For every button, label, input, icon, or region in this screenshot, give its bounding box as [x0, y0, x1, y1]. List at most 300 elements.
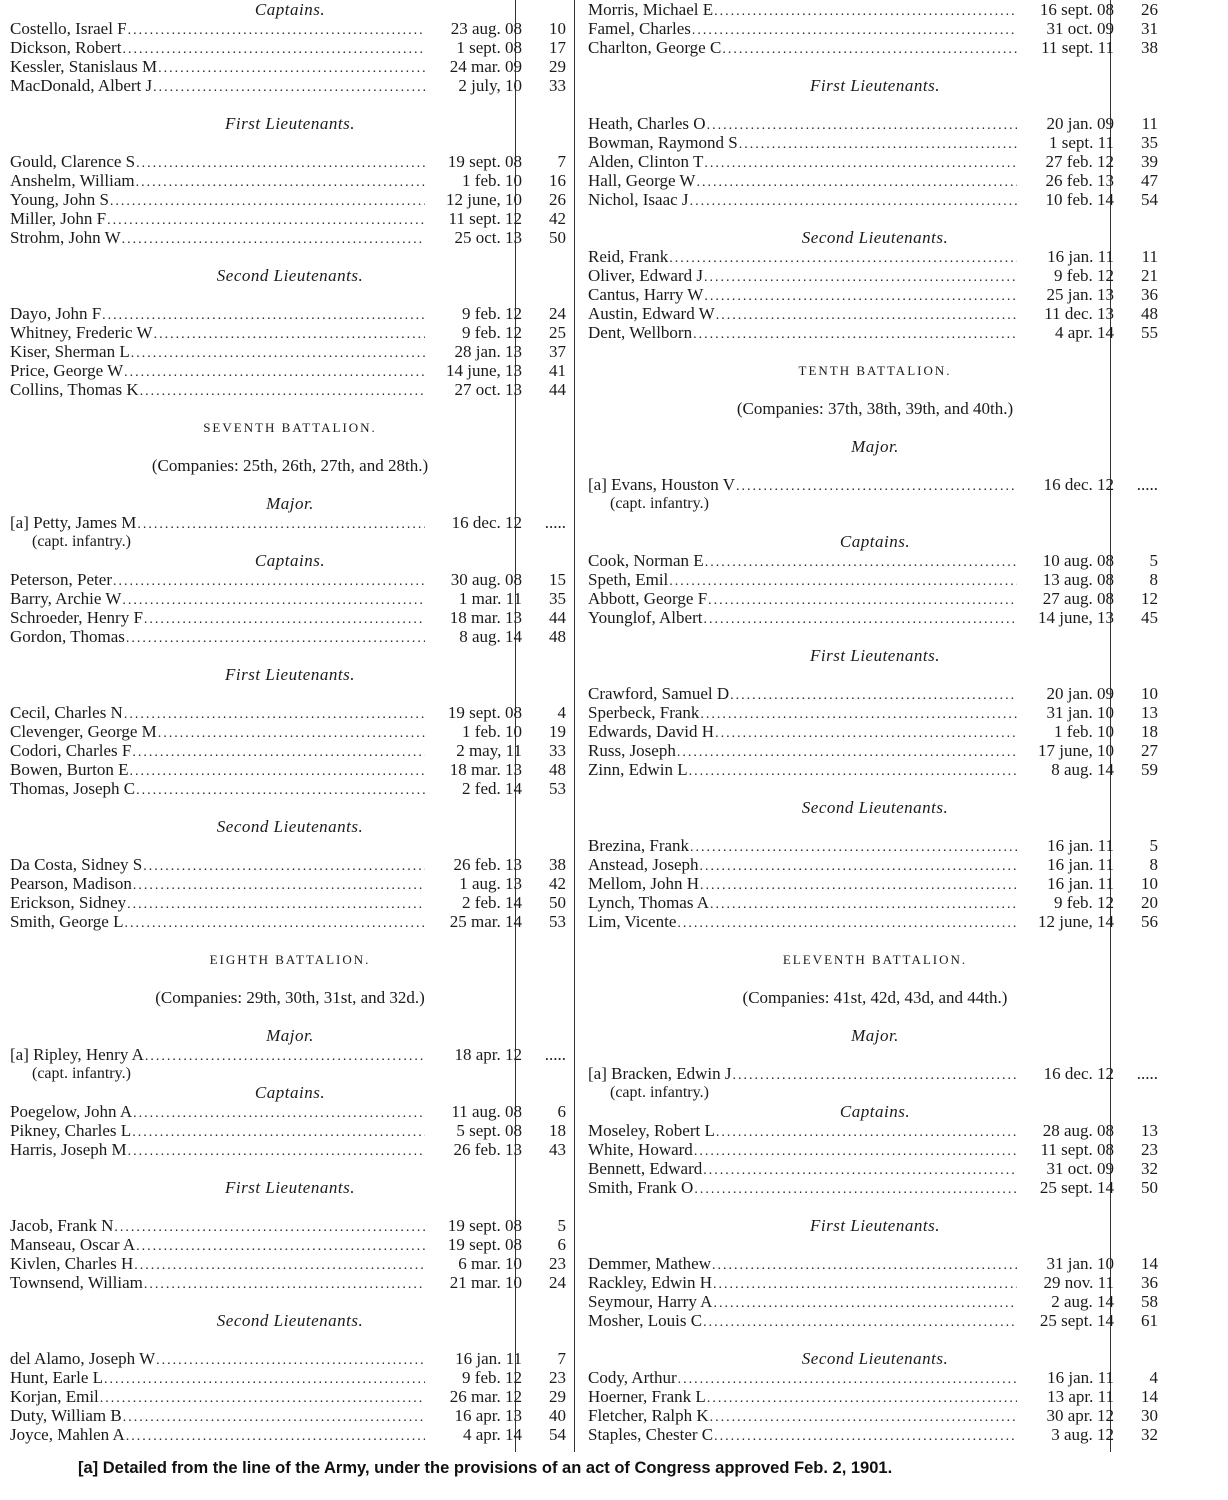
rank-date: 17 june, 10 [1037, 741, 1114, 760]
rank-date: 26 feb. 13 [453, 855, 522, 874]
dot-leader [694, 1178, 1017, 1199]
dot-leader [708, 589, 1017, 610]
officer-name: Morris, Michael E [588, 0, 714, 19]
dot-leader [693, 323, 1017, 344]
roster-entry [588, 836, 1162, 855]
spacer [588, 969, 1162, 988]
roster-entry [10, 228, 570, 247]
rank-date: 26 mar. 12 [449, 1387, 522, 1406]
roster-entry [10, 1235, 570, 1254]
lineal-number: 23 [549, 1368, 566, 1387]
spacer [10, 133, 570, 152]
rank-date: 11 sept. 12 [448, 209, 522, 228]
dot-leader [126, 627, 425, 648]
lineal-number: 24 [549, 304, 566, 323]
roster-entry [10, 1121, 570, 1140]
rank-date: 21 mar. 10 [449, 1273, 522, 1292]
detail-note: (capt. infantry.) [32, 533, 131, 550]
dot-leader [716, 1121, 1017, 1142]
officer-name: Da Costa, Sidney S [10, 855, 143, 874]
rank-date: 1 feb. 10 [462, 171, 522, 190]
officer-name: White, Howard [588, 1140, 693, 1159]
rank-date: 10 aug. 08 [1042, 551, 1114, 570]
lineal-number: 27 [1141, 741, 1158, 760]
rank-date: 28 jan. 13 [454, 342, 522, 361]
spacer [10, 437, 570, 456]
officer-name: Codori, Charles F [10, 741, 132, 760]
lineal-number: 40 [549, 1406, 566, 1425]
detail-note: (capt. infantry.) [32, 1065, 131, 1082]
dot-leader [710, 1406, 1017, 1427]
officer-name: Barry, Archie W [10, 589, 122, 608]
officer-name: Lynch, Thomas A [588, 893, 710, 912]
spacer [588, 456, 1162, 475]
rank-date: 3 aug. 12 [1051, 1425, 1114, 1444]
spacer [588, 817, 1162, 836]
rank-date: 27 feb. 12 [1045, 152, 1114, 171]
officer-name: Bowen, Burton E [10, 760, 129, 779]
roster-entry [588, 1121, 1162, 1140]
dot-leader [713, 1273, 1017, 1294]
roster-entry [10, 1406, 570, 1425]
lineal-number: 14 [1141, 1387, 1158, 1406]
rank-date: 16 dec. 12 [1043, 1064, 1114, 1083]
officer-name: del Alamo, Joseph W [10, 1349, 156, 1368]
rank-date: 14 june, 13 [445, 361, 522, 380]
spacer [10, 798, 570, 817]
rank-date: 28 aug. 08 [1042, 1121, 1114, 1140]
dot-leader [144, 1273, 425, 1294]
officer-name: Townsend, William [10, 1273, 143, 1292]
officer-name: Edwards, David H [588, 722, 715, 741]
dot-leader [132, 741, 425, 762]
roster-entry [588, 1140, 1162, 1159]
roster-entry [588, 1425, 1162, 1444]
dot-leader [126, 1425, 425, 1446]
dot-leader [710, 893, 1017, 914]
officer-name: Pikney, Charles L [10, 1121, 132, 1140]
rank-date: 16 sept. 08 [1039, 0, 1114, 19]
lineal-number: 33 [549, 76, 566, 95]
roster-entry [10, 741, 570, 760]
dot-leader [122, 589, 425, 610]
rank-heading: Second Lieutenants. [801, 1349, 949, 1368]
dot-leader [716, 304, 1017, 325]
lineal-number: 50 [549, 228, 566, 247]
roster-entry [10, 380, 570, 399]
roster-entry [10, 1045, 570, 1064]
spacer [10, 95, 570, 114]
rank-date: 25 sept. 14 [1039, 1311, 1114, 1330]
rank-date: 29 nov. 11 [1043, 1273, 1114, 1292]
companies-note: (Companies: 29th, 30th, 31st, and 32d.) [155, 988, 425, 1007]
roster-entry [10, 589, 570, 608]
rank-heading: Second Lieutenants. [216, 817, 364, 836]
dot-leader [114, 1216, 425, 1237]
rank-date: 26 feb. 13 [453, 1140, 522, 1159]
roster-entry [588, 1292, 1162, 1311]
rank-heading: Captains. [254, 0, 326, 19]
lineal-number: 33 [549, 741, 566, 760]
rank-heading: First Lieutenants. [225, 1178, 355, 1197]
rank-date: 16 dec. 12 [1043, 475, 1114, 494]
spacer [10, 247, 570, 266]
rank-date: 25 mar. 14 [449, 912, 522, 931]
roster-entry [10, 1273, 570, 1292]
rank-date: 11 dec. 13 [1044, 304, 1114, 323]
roster-entry [588, 1064, 1162, 1083]
rank-date: 12 june, 10 [445, 190, 522, 209]
rank-date: 9 feb. 12 [462, 323, 522, 342]
lineal-number: 39 [1141, 152, 1158, 171]
roster-entry [10, 779, 570, 798]
lineal-number: 4 [1149, 1368, 1158, 1387]
lineal-number: 35 [1141, 133, 1158, 152]
dot-leader [696, 171, 1017, 192]
roster-entry [10, 323, 570, 342]
roster-entry [588, 1368, 1162, 1387]
roster-entry [10, 855, 570, 874]
roster-entry [10, 703, 570, 722]
roster-entry [588, 684, 1162, 703]
officer-name: Austin, Edward W [588, 304, 715, 323]
rank-date: 30 aug. 08 [450, 570, 522, 589]
officer-name: Young, John S [10, 190, 109, 209]
rank-heading: First Lieutenants. [810, 1216, 940, 1235]
rank-date: 2 fed. 14 [462, 779, 522, 798]
rank-date: 16 jan. 11 [1047, 874, 1114, 893]
rank-date: 16 apr. 13 [454, 1406, 522, 1425]
rank-date: 12 june, 14 [1037, 912, 1114, 931]
battalion-heading: ELEVENTH BATTALION. [782, 952, 968, 967]
officer-name: Abbott, George F [588, 589, 708, 608]
dot-leader [136, 152, 425, 173]
lineal-number: 24 [549, 1273, 566, 1292]
officer-name: [a] Petty, James M [10, 513, 137, 532]
rank-heading: Major. [266, 1026, 314, 1045]
spacer [588, 1197, 1162, 1216]
officer-name: Zinn, Edwin L [588, 760, 688, 779]
roster-entry [588, 1254, 1162, 1273]
rank-heading: First Lieutenants. [225, 114, 355, 133]
officer-name: Peterson, Peter [10, 570, 112, 589]
officer-name: Clevenger, George M [10, 722, 157, 741]
companies-note: (Companies: 41st, 42d, 43d, and 44th.) [742, 988, 1008, 1007]
lineal-number: 10 [1141, 874, 1158, 893]
lineal-number: 26 [549, 190, 566, 209]
roster-entry [588, 741, 1162, 760]
roster-entry [10, 1102, 570, 1121]
rank-date: 4 apr. 14 [462, 1425, 522, 1444]
dot-leader [690, 190, 1017, 211]
roster-entry [10, 19, 570, 38]
lineal-number: 25 [549, 323, 566, 342]
dot-leader [703, 608, 1017, 629]
lineal-number: 41 [549, 361, 566, 380]
spacer [588, 1330, 1162, 1349]
rank-date: 19 sept. 08 [447, 703, 522, 722]
roster-entry [588, 608, 1162, 627]
roster-entry [588, 893, 1162, 912]
roster-entry [10, 76, 570, 95]
officer-name: Miller, John F [10, 209, 107, 228]
rank-heading: Major. [266, 494, 314, 513]
roster-entry [588, 19, 1162, 38]
spacer [588, 57, 1162, 76]
spacer [10, 475, 570, 494]
rank-date: 27 aug. 08 [1042, 589, 1114, 608]
rank-date: 26 feb. 13 [1045, 171, 1114, 190]
rank-date: 4 apr. 14 [1054, 323, 1114, 342]
dot-leader [677, 741, 1017, 762]
roster-entry [588, 551, 1162, 570]
officer-name: Harris, Joseph M [10, 1140, 127, 1159]
rank-date: 13 aug. 08 [1042, 570, 1114, 589]
lineal-number: 58 [1141, 1292, 1158, 1311]
battalion-heading: TENTH BATTALION. [798, 363, 952, 378]
rank-date: 2 july, 10 [458, 76, 522, 95]
officer-name: Costello, Israel F [10, 19, 127, 38]
dot-leader [136, 171, 425, 192]
dot-leader [128, 19, 425, 40]
roster-entry [588, 1273, 1162, 1292]
roster-entry [588, 1387, 1162, 1406]
officer-name: Cecil, Charles N [10, 703, 123, 722]
roster-entry [10, 190, 570, 209]
rank-heading: Major. [851, 437, 899, 456]
lineal-number: 56 [1141, 912, 1158, 931]
dot-leader [677, 912, 1017, 933]
roster-entry [588, 1311, 1162, 1330]
dot-leader [722, 38, 1017, 59]
lineal-number: 17 [549, 38, 566, 57]
rank-heading: Captains. [254, 1083, 326, 1102]
officer-name: Collins, Thomas K [10, 380, 139, 399]
roster-entry [10, 38, 570, 57]
officer-name: Manseau, Oscar A [10, 1235, 136, 1254]
officer-name: Fletcher, Ralph K [588, 1406, 709, 1425]
dot-leader [707, 114, 1017, 135]
lineal-number: 48 [549, 627, 566, 646]
roster-entry [588, 304, 1162, 323]
officer-name: Anshelm, William [10, 171, 135, 190]
spacer [10, 646, 570, 665]
officer-name: Demmer, Mathew [588, 1254, 712, 1273]
roster-entry [10, 152, 570, 171]
officer-name: Oliver, Edward J [588, 266, 703, 285]
roster-entry [588, 722, 1162, 741]
spacer [588, 418, 1162, 437]
roster-entry [588, 1159, 1162, 1178]
lineal-number: 7 [557, 152, 566, 171]
roster-entry [588, 0, 1162, 19]
dot-leader [144, 608, 425, 629]
dot-leader [704, 152, 1017, 173]
rank-date: 2 may, 11 [456, 741, 522, 760]
dot-leader [107, 209, 425, 230]
lineal-number: 29 [549, 57, 566, 76]
officer-name: Erickson, Sidney [10, 893, 127, 912]
roster-entry [588, 475, 1162, 494]
roster-entry [10, 1216, 570, 1235]
lineal-number: 50 [549, 893, 566, 912]
roster-entry [588, 760, 1162, 779]
rank-heading: Captains. [254, 551, 326, 570]
lineal-number: 8 [1149, 570, 1158, 589]
officer-name: Duty, William B [10, 1406, 122, 1425]
rank-date: 19 sept. 08 [447, 1235, 522, 1254]
officer-name: Dent, Wellborn [588, 323, 693, 342]
rank-date: 24 mar. 09 [449, 57, 522, 76]
lineal-number: 12 [1141, 589, 1158, 608]
lineal-number: 5 [1149, 836, 1158, 855]
dot-leader [703, 1311, 1017, 1332]
roster-entry [588, 152, 1162, 171]
dot-leader [692, 19, 1017, 40]
officer-name: Cantus, Harry W [588, 285, 704, 304]
lineal-number: 44 [549, 380, 566, 399]
spacer [10, 1330, 570, 1349]
spacer [10, 1159, 570, 1178]
spacer [588, 380, 1162, 399]
lineal-number: 15 [549, 570, 566, 589]
lineal-number: 61 [1141, 1311, 1158, 1330]
lineal-number: 32 [1141, 1159, 1158, 1178]
roster-entry [588, 266, 1162, 285]
spacer [588, 342, 1162, 361]
officer-name: Anstead, Joseph [588, 855, 699, 874]
dot-leader [140, 380, 425, 401]
rank-date: 23 aug. 08 [450, 19, 522, 38]
roster-entry [10, 171, 570, 190]
spacer [588, 1045, 1162, 1064]
officer-name: Staples, Chester C [588, 1425, 714, 1444]
roster-entry [588, 570, 1162, 589]
lineal-number: 48 [549, 760, 566, 779]
dot-leader [739, 133, 1017, 154]
dot-leader [127, 893, 425, 914]
dot-leader [158, 57, 425, 78]
dot-leader [145, 1045, 425, 1066]
lineal-number: ..... [544, 513, 566, 532]
officer-name: Hoerner, Frank L [588, 1387, 706, 1406]
officer-name: [a] Ripley, Henry A [10, 1045, 144, 1064]
lineal-number: 13 [1141, 1121, 1158, 1140]
officer-name: MacDonald, Albert J [10, 76, 153, 95]
rank-heading: First Lieutenants. [225, 665, 355, 684]
officer-name: Brezina, Frank [588, 836, 690, 855]
lineal-number: 35 [549, 589, 566, 608]
officer-name: Hall, George W [588, 171, 696, 190]
lineal-number: 42 [549, 874, 566, 893]
roster-entry [588, 1178, 1162, 1197]
dot-leader [700, 874, 1017, 895]
roster-entry [588, 190, 1162, 209]
dot-leader [730, 684, 1017, 705]
lineal-number: 6 [557, 1102, 566, 1121]
spacer [10, 684, 570, 703]
roster-entry [588, 874, 1162, 893]
rank-date: 9 feb. 12 [1054, 893, 1114, 912]
rank-date: 2 feb. 14 [462, 893, 522, 912]
dot-leader [715, 722, 1017, 743]
officer-name: Joyce, Mahlen A [10, 1425, 125, 1444]
rank-date: 8 aug. 14 [459, 627, 522, 646]
dot-leader [124, 703, 425, 724]
lineal-number: 31 [1141, 19, 1158, 38]
rank-date: 9 feb. 12 [462, 1368, 522, 1387]
dot-leader [694, 1140, 1017, 1161]
rank-heading: Second Lieutenants. [801, 798, 949, 817]
officer-name: Younglof, Albert [588, 608, 703, 627]
lineal-number: 36 [1141, 1273, 1158, 1292]
companies-note: (Companies: 25th, 26th, 27th, and 28th.) [151, 456, 429, 475]
dot-leader [130, 760, 425, 781]
officer-name: Alden, Clinton T [588, 152, 704, 171]
footnote: [a] Detailed from the line of the Army, under the provisions of an act of Congress approved Feb. 2, 1901. [78, 1459, 893, 1477]
rank-date: 14 june, 13 [1037, 608, 1114, 627]
officer-name: Famel, Charles [588, 19, 691, 38]
roster-entry [588, 589, 1162, 608]
spacer [10, 399, 570, 418]
officer-name: Mosher, Louis C [588, 1311, 703, 1330]
dot-leader [102, 304, 425, 325]
rank-date: 1 sept. 11 [1048, 133, 1114, 152]
lineal-number: 14 [1141, 1254, 1158, 1273]
lineal-number: 6 [557, 1235, 566, 1254]
officer-name: Reid, Frank [588, 247, 669, 266]
officer-name: Kiser, Sherman L [10, 342, 130, 361]
officer-name: Dayo, John F [10, 304, 102, 323]
right-column [588, 0, 1162, 1460]
dot-leader [156, 1349, 425, 1370]
lineal-number: 38 [1141, 38, 1158, 57]
lineal-number: 16 [549, 171, 566, 190]
rank-date: 19 sept. 08 [447, 1216, 522, 1235]
roster-entry [588, 133, 1162, 152]
lineal-number: 53 [549, 779, 566, 798]
roster-entry [10, 361, 570, 380]
rank-date: 11 sept. 08 [1040, 1140, 1114, 1159]
officer-name: Cook, Norman E [588, 551, 704, 570]
lineal-number: 13 [1141, 703, 1158, 722]
lineal-number: 21 [1141, 266, 1158, 285]
lineal-number: 36 [1141, 285, 1158, 304]
lineal-number: ..... [1136, 1064, 1158, 1083]
rank-heading: Second Lieutenants. [801, 228, 949, 247]
lineal-number: 19 [549, 722, 566, 741]
lineal-number: 37 [549, 342, 566, 361]
dot-leader [705, 551, 1017, 572]
lineal-number: 44 [549, 608, 566, 627]
dot-leader [122, 38, 425, 59]
roster-entry [10, 570, 570, 589]
officer-name: Lim, Vicente [588, 912, 677, 931]
officer-name: Korjan, Emil [10, 1387, 99, 1406]
dot-leader [104, 1368, 425, 1389]
roster-entry [10, 722, 570, 741]
roster-entry [588, 247, 1162, 266]
dot-leader [704, 266, 1017, 287]
dot-leader [124, 361, 425, 382]
rank-date: 1 feb. 10 [1054, 722, 1114, 741]
lineal-number: 10 [1141, 684, 1158, 703]
spacer [588, 95, 1162, 114]
officer-name: Pearson, Madison [10, 874, 132, 893]
lineal-number: 50 [1141, 1178, 1158, 1197]
dot-leader [669, 247, 1017, 268]
dot-leader [136, 1235, 425, 1256]
